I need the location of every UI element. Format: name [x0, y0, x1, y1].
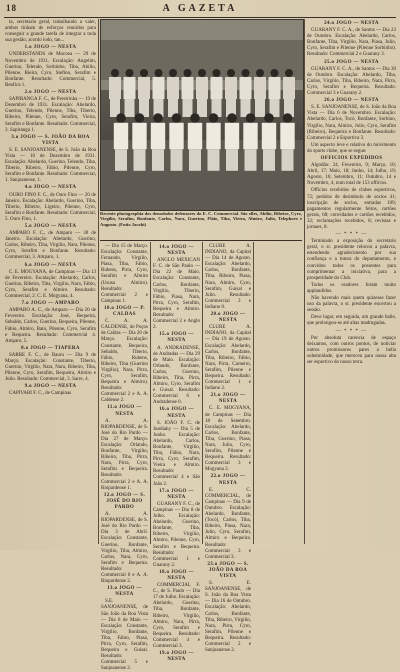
column-divider — [98, 19, 99, 544]
column-divider — [253, 242, 254, 544]
article-paragraph: Algodão: 24, Fevereiro, 9; Março, 10; Abril, 17; Maio, 18; Junho, 14; Julho, 19; Agosto, 16; Setembro, 11; Outubro, 14 e Novembro, 4, num total de 153 officios. — [307, 163, 396, 187]
article-paragraph: GUARANY F. C., de Campinas — Dia 8 de Julho. Escalação: Abelardo, Guerino, Bonfante, Tiba, Ribeiro, Virgilio, Almiro, Pilenne, Cyro, Serafim e Bequeira. Resultado: Commercial 1 e Guarany 2. — [153, 501, 200, 568]
column-divider — [150, 242, 151, 544]
match-heading: 26.o JOGO — NESTA — [324, 98, 379, 104]
article-paragraph: CAPIVARI F. C., de Campinas — [9, 391, 72, 397]
match-heading: 18.o JOGO — NESTA — [159, 569, 194, 581]
article-paragraph: Um aspecto leve e relativo do movimento do sports clube, que se segue: — [307, 142, 396, 154]
caption-rule — [100, 240, 302, 241]
match-heading: 23.o JOGO — S. JOÃO DA BOA VISTA — [207, 561, 249, 579]
section-ornament: — * * * — — [335, 232, 368, 238]
match-heading: OFFICIOS EXPEDIDOS — [320, 155, 383, 161]
masthead-rule — [4, 17, 396, 18]
team-photograph — [100, 19, 304, 211]
article-paragraph: AMPARO A. C., de Amparo — Dia 20 de Fevereiro. Escalação: José, Bequeira, Sebaldo, Carlos, Guerino, Bequeira, Pilenne, Fábio, Almiro, Bato, Pilenne, Cyro, Serafim e Bequeira. Resultado: Commercial 4. Amparo, 5. — [5, 308, 96, 344]
column-divider — [202, 242, 203, 544]
match-heading: 24.o JOGO — NESTA — [324, 21, 379, 26]
article-column-2 — [101, 244, 148, 672]
team-photo-image — [101, 20, 303, 210]
article-paragraph: COMMERCIAL F. C., de S. Paulo — Dia 17 de Julho. Escalação: Abelardo, Guerino, Tiba, Bonfante, Ribeiro, Virgilio, Almiro, Nara, Pirra, Cyro, Serafim e Bequeira. Resultado: Commercial 4 e Commercial 3. — [153, 583, 200, 649]
match-heading: 7.o JOGO — AMPARO — [21, 301, 80, 307]
match-heading: 20.o JOGO — NESTA — [210, 312, 246, 324]
article-paragraph: C. E. MOGYANA, de Campinas — Dia 18 de Setembro. Escalação: Abelardo, Carlos, Bonfante, Tiba, Guerino, Piasa, Nara, Julio, Cyro, Serafim, Pilenne e Bequeira. Resultado: Commercial 3 e Mogyana 2. — [205, 406, 251, 473]
article-paragraph: CLUBE A. INDIANO, da Capital — Dia 14 de Agosto. Escalação: Abelardo, Carlos, Bonfante, Tiba, Ribeiro, Piasa, Nara, Almiro, Cyro, Serafim, Guisal e Julio. Resultado: Commercial 3 e Indiano 0. — [205, 244, 251, 310]
match-heading: 1.o JOGO — NESTA — [24, 45, 77, 51]
match-heading: 19.o JOGO — NESTA — [159, 651, 194, 663]
article-column-3 — [153, 244, 200, 663]
match-heading: 14.o JOGO — NESTA — [159, 245, 194, 257]
match-heading: 6.o JOGO — NESTA — [24, 262, 77, 268]
article-paragraph: UNDERSTANDS de Mocoea — 29 de Novembro de 1931. Escalação: Angelim, Guerino, Telendo, Sorbinho, Tiba, Abilio, Pilenne, Bieira, Cyro, Stefino, Serafim e Bonfante. Resultado: Commercial, 5. Benfica 1. — [5, 52, 96, 88]
section-ornament: — * * * — — [335, 328, 368, 334]
article-column-4 — [205, 244, 251, 654]
article-paragraph: S. JOÃO F. C. de Jundiahy — Dia 5 de Junho. Escalação: Abelardo, Carlos, Bonfante, Virgilio, Tiba, Fábio, Nara, Pirra, Cyro, Serafim, Vieira e Almiro. Resultado: Commercial 4 e São João 2. — [153, 420, 200, 487]
article-paragraph: GUARANY F. C. A., de Santos — Dia 30 de Outubro. Escalação: Abelardo, Tiba, Carlos, Virgilio, Tiba, Ribeiro, Nara, Pirra, Cyro, Serafim e Bequeira. Resultado: Commercial 3 e Guarany 2. — [307, 66, 396, 97]
article-paragraph: S. E. SANJOANENSE, de S. João da Boa Vista — Dia 16 de Outubro. Escalação: Abelardo, Carlos, Bonfante, Tiba, Ribeiro, Virgilio, Nara, Pirra, Cyro, Serafim, Pilenne e Bequeira. Resultado: Commercial 2 e Sanjoanense 2. — [205, 581, 251, 654]
match-heading: 4.o JOGO — NESTA — [24, 185, 77, 191]
article-paragraph: ta, secretario geral, trabalhando a valer, ambos tinham de esforços reunidos para conseguir a grande tarefa de integrar a toda sua gestão, acordo lodo, tan... — [5, 20, 96, 44]
article-paragraph: — Dia 15 de Março. Escalação: Constante, Fernando, Virgilio, Piasa, Tiba, Fábio, Rubens, Pirra, Cyro, Serafim e Almiro (Ususa Almiro). Resultado: Commercial 2 e Campinas 1. — [101, 244, 148, 304]
article-paragraph: S. E. SANJOANENSE, de S. João da Boa Vista — Dia 6 de Novembro. Escalação: Abelardo, Carlos, Tocó, Bonfante, Sorbino, Virgilio, Nara, Almiro, Julio, Cyro, Serafim (Ribeiro), Bequeira e Bonfante. Resultado: Commercial 2 e Esportiva 3. — [307, 105, 396, 141]
match-heading: 9.o JOGO — NESTA — [24, 384, 77, 390]
article-paragraph: A. ANDRADENSE, de Andradas — Dia 29 de Maio. Escalação: Orlando, Bonfante, Carlos, Guerino, Ribeiro, Tiba, Pirra, Almiro, Cyro, Serafim e Guisal. Resultado: Commercial 6 e Andradense 0. — [153, 345, 200, 406]
match-heading: 16.o JOGO — NESTA — [159, 407, 194, 419]
article-paragraph: A. A. RIOPARDENSE, de S. José do Rio Pardo — Dia 27 de Março. Escalação: Orlando, Bonfante, Virgilio, Ribeiro, Tiba, Pirra, Nara, Pirra, Cyro, Serafim e Bequeira. Resultado: Commercial 2 e A. A. Riopardense 1. — [101, 418, 148, 491]
article-paragraph: A. A. RIOPARDENSE, de S. José do Rio Pardo — Dia 3 de Abril. Escalação: Constante, Guerino, Bonfante, Virgilio, Tiba, Almiro, Carlos, Nara, Cyro, Serafim e Bequeira. Resultado: Commercial 0 e A. A. Riopardense 2. — [101, 512, 148, 585]
match-heading: 21.o JOGO — NESTA — [210, 393, 246, 405]
match-heading: 13.o JOGO — NESTA — [107, 586, 142, 598]
match-heading: 8.o JOGO — TIAPERA — [21, 345, 80, 351]
match-heading: 12.o JOGO — S. JOSÉ DO RIO PARDO — [103, 492, 146, 510]
match-heading: 17.o JOGO — NESTA — [159, 488, 194, 500]
masthead-title: A GAZETA — [162, 3, 238, 14]
article-paragraph: C. A. A. CALDENSE, de Poços de Caldas — Dia 20 de Março. Escalação: Constante, Bequeira, Sebaldo, Tiberio, Fábio, Rubens, Ribeiro, Tiba (Guerino Virgilio), Nara, Pirra, Cyro, Serafim, Bequeira e Almiro). Resultado: Commercial 2 e A. A. Caldense 2. — [101, 319, 148, 404]
match-heading: 3.o JOGO — S. JOÃO DA BOA VISTA — [11, 134, 90, 146]
article-paragraph: GUARANY F. C. A., de Santos — Dia 23 de Outubro. Escalação: Abelardo, Carlos, Bonfante, Tiba, Virgilio, Nara, Piasa, Julio, Cyro, Serafim e Pilenne (Pilenne Sorbinho). Resultado: Commercial 2 e Guarany 3. — [307, 28, 396, 58]
article-paragraph: SARRE F. C., de Bauru — Dia 9 de Março. Escalação: Constante, Tiberio, Guerino, Virgilio, Nara, Nara, Ribeiro, Tiba, Pilenne, Cyro, Serafim, Bequeira, Almiro e Julio. Resultado: Commercial, 3. Sarre, 4. — [5, 352, 96, 383]
match-heading: 10.o JOGO — P. CALDAS — [103, 305, 146, 318]
article-paragraph: S. E. SANJOANENSE, de S. João da Boa Vista — 10 de Dezembro de 1931. Escalação: Abelardo, Guerino, Telendo, Tiba, Tiberio, Ribeiro, Fábio, Pilenne, Cyro, Serafim e Bonfante. Resultado: Commercial, 1. Sanjoanense, 1. — [5, 147, 96, 184]
article-column-5 — [307, 20, 396, 546]
article-paragraph: Terminado a exposição do secretario geral, o sr. presidente relocou a palavra, estendendo agradecimento por sua confiança e a tutora do departamento, e convidou todos os presentes para cumprimentar a iniciativa, para a prosperidade do Club. — [307, 239, 396, 281]
match-heading: 15.o JOGO — NESTA — [159, 332, 194, 344]
article-paragraph: Todos os oradores foram muito applaudidos. — [307, 282, 396, 294]
article-column-1 — [5, 20, 96, 546]
article-paragraph: C. E. MOGYANA, de Campinas — Dia 13 de Fevereiro. Escalação: Abelardo, Carlos, Guerino, Ribeiro, Tiba, Virgilio, Nara, Fábio, Cyro, Serafim e Almiro. Resultado: Commercial, 2. C. E. Mogyana, 4. — [5, 269, 96, 300]
article-paragraph: E. C. COMMERCIAL, de Campinas — Dia 9 de Outubro. Escalação: Abelardo, Bonfante, (Tocó), Carlos, Tiba, Ribeiro, Piasa, Nara, Julio, Cyro, Serafim, Almiro e Bequeira. Resultado: Commercial 3 e Commercial 3. — [205, 487, 251, 560]
match-heading: 5.o JOGO — NESTA — [24, 224, 77, 229]
page-number: 18 — [6, 3, 17, 13]
article-paragraph: Deve lugar, em seguida, um grande baile, que prolongou-se até altas madrugadas. — [307, 315, 396, 327]
article-paragraph: Por absoluta carencia de espaço deixamos, com outros pontos, de noticiar outros promissores pares a bella solemnidade, que mereceu para nossa alta ser esportivo do nosso terra. — [307, 335, 396, 365]
column-divider — [304, 19, 305, 544]
match-heading: 22.o JOGO — NESTA — [210, 474, 246, 486]
article-paragraph: S.E. SANJOANENSE, de São João da Boa Vista — Dia 8 de Maio — Escalação: Constante, Virgilio, Bonfante, Tiba, Fábio, Piasa, Pirra, Cyro, Serafim, Bequeira e Guisal. Resultado: Commercial 5 e Sanjoanense 2. — [101, 599, 148, 672]
article-paragraph: SAPIRANGA F. C., de Pereirinha — 19 de Dezembro de 1931. Escalação: Abelardo, Guerino, Telendo, Pilenne, Tiba, Tiberio, Ribeiro, Pilenne, Cyro, Serafim, Vieira, Serafim e Bonfante. Resultado: Commercial, 3. Sapiranga 1. — [5, 97, 96, 133]
match-heading: 25.o JOGO — NESTA — [324, 59, 379, 65]
article-paragraph: AMPARO F. C., de Amparo — 30 de Janeiro. Escalação: Abelardo, Guerino, Carlos, Ribeiro, Tiba, Virgilio, Nara, Pilenne, Cyro, Serafim e Bonfante. Resultado: Commercial, 3. Amparo, 1. — [5, 231, 96, 261]
article-paragraph: CLUBE A. INDIANO, da Capital — Dia 19 de Agosto. Escalação: Abelardo, Carlos, Bonfante, Tiba, Ribeiro, Fábio, Nara, Pirra, Carneiro, Serafim, Pilenne e Bequeira. Resultado: Commercial 1 e Indiano 2. — [205, 325, 251, 392]
article-paragraph: Não havendo mais quem quizesse fazer uso da palavra, o sr. presidente encerrou a sessão. — [307, 296, 396, 314]
photo-caption: Recente photographia dos denodados defensores do E. C. Commercial. São elles, Abilio, Ribeiro, Cyro, Virgilio, Serafim, Bonfante, Carlos, Nara, Guerino, Fláio, Tiba, Vieira, Almiro, Julio, Telephoro e Augusto. (Futio Jacobi) — [100, 211, 302, 227]
article-paragraph: Officios recebidos de clubes esportivos, 72; pedidos de desimbolo de socios 41; inscripção de socios, entradas 109; pagamentos regularmente feitos, cartões gerais, 68; convidados e cartões recebidos, 32; reclamações recebidos, 8; revistas e jornaes, 8. — [307, 188, 396, 230]
article-paragraph: ANGLO MEXICAN F. C. de São Paulo — Dia 22 de Maio. Escalação: Constante, Carlos, Bonfante, Virgilio, Tiberio, Fábio, Piasa, Nara, Pirra, Cyro, Serafim, Bequeira e Almiro. Resultado: Commercial 2 e Anglo 2. — [153, 258, 200, 331]
article-paragraph: OURO FINO F. C., de Ouro Fino — 20 de Janeiro. Escalação: Abelardo, Guerino, Tiba, Tiberio, Ribeiro, Ligeiro, Pilenne, Cyro, Serafim e Bonfante. Resultado: Commercial, 5. Ouro Fino, 1. — [5, 192, 96, 222]
match-heading: 2.o JOGO — NESTA — [24, 90, 77, 96]
match-heading: 11.o JOGO — NESTA — [107, 405, 142, 417]
